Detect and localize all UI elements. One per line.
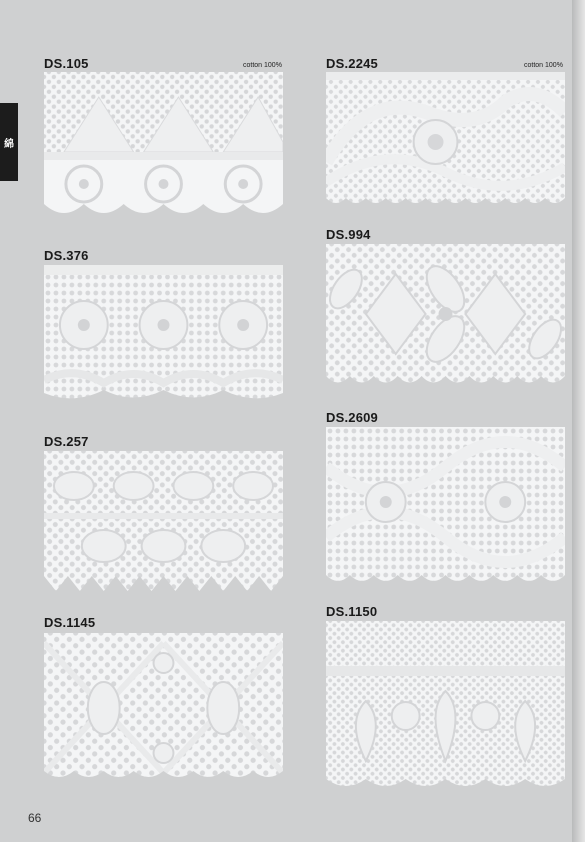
item-code-ds1145: DS.1145 (44, 615, 96, 630)
item-code-ds105: DS.105 (44, 56, 89, 71)
item-code-ds1150: DS.1150 (326, 604, 378, 619)
item-material-ds105: cotton 100% (243, 62, 282, 69)
lace-swatch-ds994 (326, 244, 565, 389)
page-number: 66 (28, 811, 42, 825)
lace-swatch-ds2609 (326, 427, 565, 587)
page-edge-shadow (572, 0, 585, 842)
lace-swatch-ds2245 (326, 72, 565, 210)
lace-swatch-ds1145 (44, 633, 283, 783)
item-code-ds2609: DS.2609 (326, 410, 378, 425)
side-tab (0, 103, 18, 181)
lace-swatch-ds376 (44, 265, 283, 405)
item-code-ds257: DS.257 (44, 434, 89, 449)
lace-swatch-ds105 (44, 72, 283, 217)
item-code-ds376: DS.376 (44, 248, 89, 263)
lace-swatch-ds257 (44, 451, 283, 591)
side-tab-label: 綿 (4, 138, 14, 150)
item-material-ds2245: cotton 100% (524, 62, 563, 69)
item-code-ds2245: DS.2245 (326, 56, 378, 71)
lace-swatch-ds1150 (326, 621, 565, 793)
item-code-ds994: DS.994 (326, 227, 371, 242)
